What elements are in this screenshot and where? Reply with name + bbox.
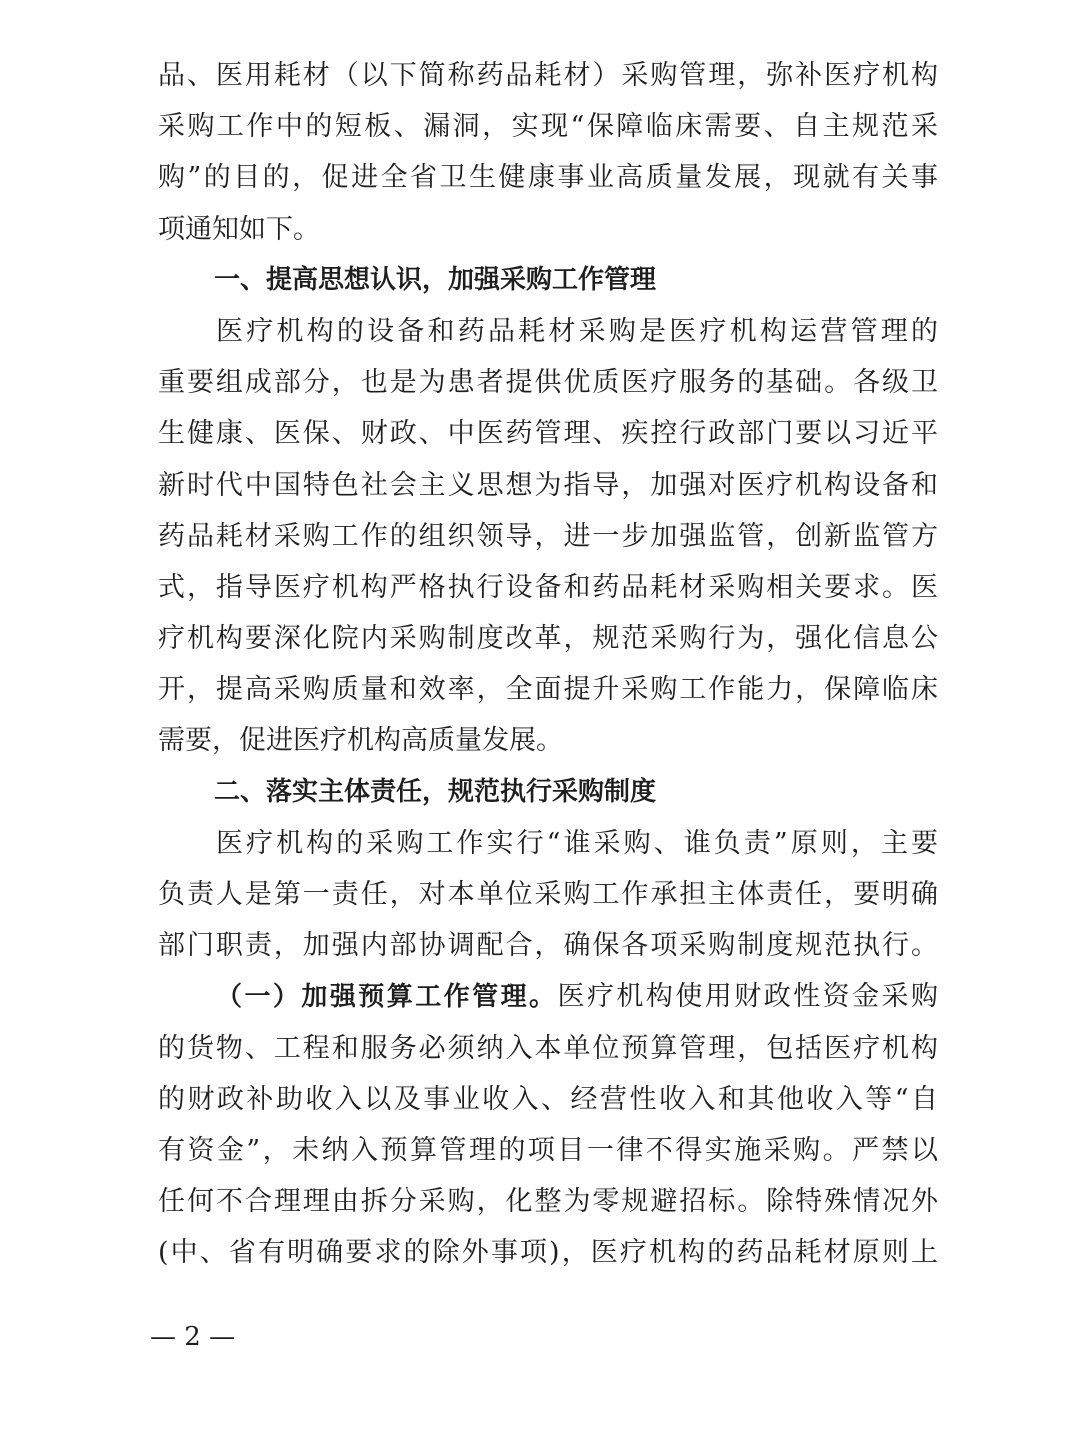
text-line: 采购工作中的短板、漏洞，实现“保障临床需要、自主规范采 [158, 111, 938, 143]
text-line: 生健康、医保、财政、中医药管理、疾控行政部门要以习近平 [158, 418, 938, 450]
text-line: 品、医用耗材（以下简称药品耗材）采购管理，弥补医疗机构 [158, 60, 938, 91]
text-line: 需要，促进医疗机构高质量发展。 [158, 725, 563, 757]
text-line: 的货物、工程和服务必须纳入本单位预算管理，包括医疗机构 [158, 1032, 938, 1064]
section-heading-1: 一、提高思想认识，加强采购工作管理 [214, 264, 657, 295]
page-number: — 2 — [150, 1322, 236, 1352]
text-line: 任何不合理理由拆分采购，化整为零规避招标。除特殊情况外 [158, 1186, 938, 1218]
text-line: 重要组成部分，也是为患者提供优质医疗服务的基础。各级卫 [158, 367, 938, 399]
text-line: 开，提高采购质量和效率，全面提升采购工作能力，保障临床 [158, 674, 938, 706]
text-line: (中、省有明确要求的除外事项)，医疗机构的药品耗材原则上 [158, 1237, 938, 1269]
text-line: 药品耗材采购工作的组织领导，进一步加强监管，创新监管方 [158, 520, 938, 552]
text-line: 医疗机构的采购工作实行“谁采购、谁负责”原则，主要 [216, 827, 938, 859]
subsection-first-line [158, 971, 938, 1022]
text-line: 部门职责，加强内部协调配合，确保各项采购制度规范执行。 [158, 930, 938, 962]
text-line: 新时代中国特色社会主义思想为指导，加强对医疗机构设备和 [158, 469, 938, 501]
text-line: 负责人是第一责任，对本单位采购工作承担主体责任，要明确 [158, 879, 938, 910]
text-line: 的财政补助收入以及事业收入、经营性收入和其他收入等“自 [158, 1083, 938, 1115]
section-heading-2: 二、落实主体责任，规范执行采购制度 [214, 776, 657, 807]
text-line: 疗机构要深化院内采购制度改革，规范采购行为，强化信息公 [158, 623, 938, 655]
text-line: 式，指导医疗机构严格执行设备和药品耗材采购相关要求。医 [158, 571, 938, 603]
text-line: 有资金”，未纳入预算管理的项目一律不得实施采购。严禁以 [158, 1134, 938, 1166]
text-line: 购”的目的，促进全省卫生健康事业高质量发展，现就有关事 [158, 162, 938, 194]
text-line: 项通知如下。 [158, 213, 320, 245]
document-body [158, 50, 938, 1279]
subsection-first-rest: 医疗机构使用财政性资金采购 [557, 981, 938, 1013]
text-line: 医疗机构的设备和药品耗材采购是医疗机构运营管理的 [216, 315, 938, 347]
subsection-lead: （一）加强预算工作管理。 [216, 982, 558, 1013]
